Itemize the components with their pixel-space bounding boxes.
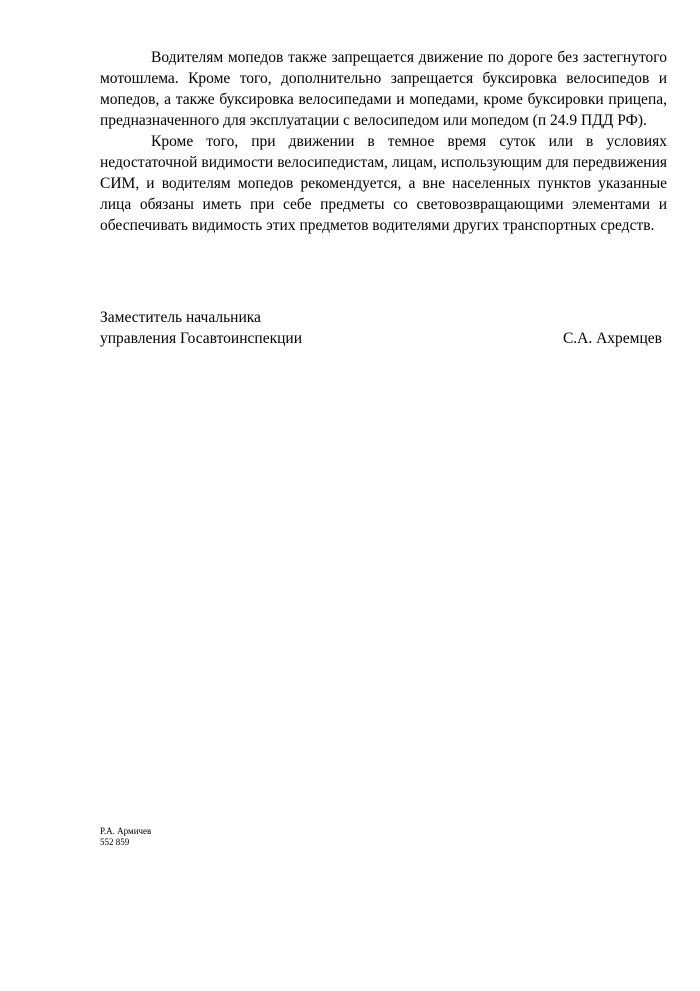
signature-position-line1 xyxy=(100,307,662,328)
executor-block xyxy=(100,826,151,848)
signature-position-title: Заместитель начальника xyxy=(100,309,261,326)
signature-position-line2 xyxy=(100,328,662,349)
signatory-name: С.А. Ахремцев xyxy=(562,330,662,347)
paragraph-visibility: Кроме того, при движении в темное время суток или в условиях недостаточной видимости велосипедистам, лицам, использующим для передвижения СИМ, и водителям мопедов рекомендуется, а вне населенных пунктов указанные лица обязаны иметь при себе предметы со световозвращающими элементами и обеспечивать видимость этих предметов водителями других транспортных средств. xyxy=(100,133,667,234)
signature-position-department: управления Госавтоинспекции xyxy=(100,330,302,347)
executor-name: Р.А. Армичев xyxy=(100,826,152,836)
signature-block xyxy=(100,307,662,349)
body-text xyxy=(100,47,667,236)
paragraph-mopeds: Водителям мопедов также запрещается движение по дороге без застегнутого мотошлема. Кроме того, дополнительно запрещается буксировка велосипедов и мопедов, а также буксировка велосипедами и мопедами, кроме буксировки прицепа, предназначенного для эксплуатации с велосипедом или мопедом (п 24.9 ПДД РФ). xyxy=(100,49,667,129)
executor-phone: 552 859 xyxy=(100,837,130,847)
